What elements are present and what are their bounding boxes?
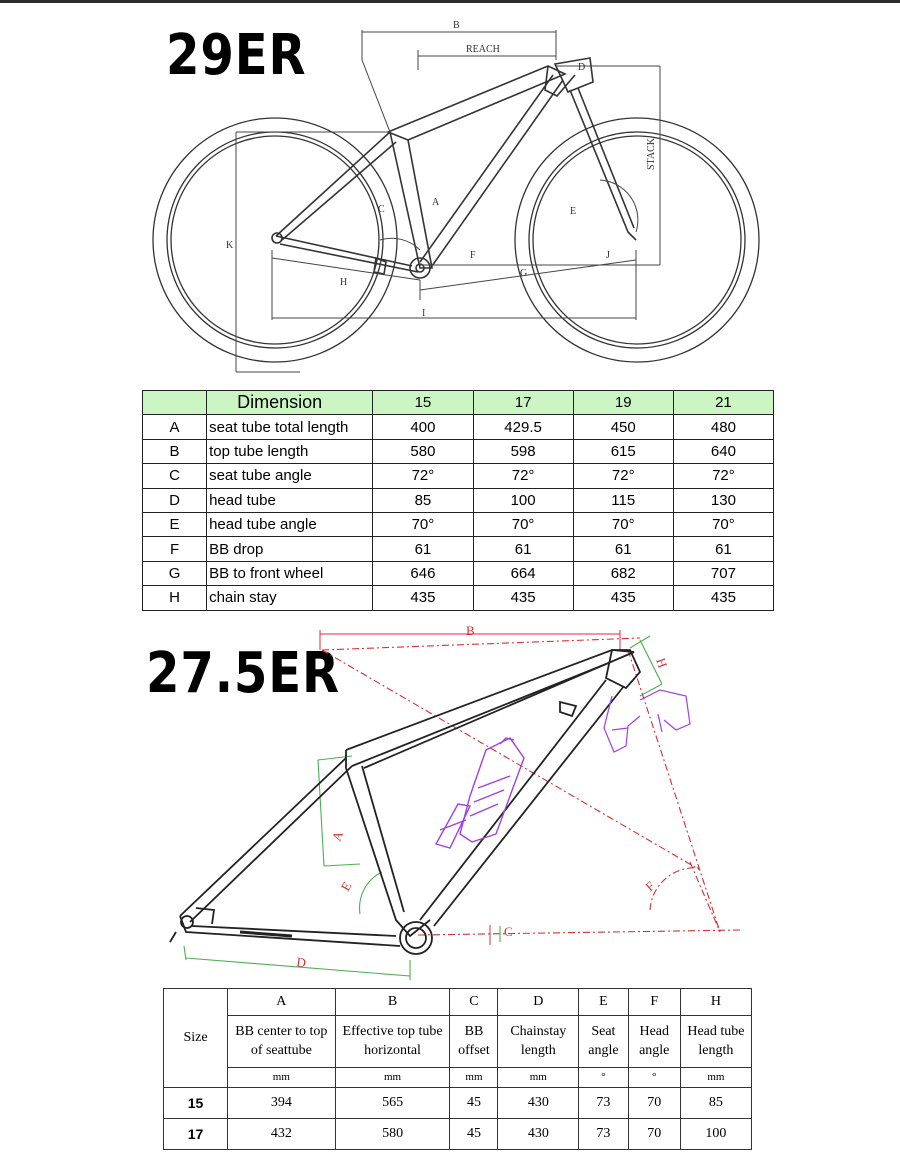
column-description: Seat angle (579, 1016, 628, 1068)
row-value: 664 (473, 561, 573, 585)
red-dimension-lines (322, 638, 740, 935)
header-size-17: 17 (473, 391, 573, 415)
row-value: 430 (498, 1119, 579, 1150)
table2-description-row (164, 1016, 752, 1068)
row-value: 100 (680, 1119, 751, 1150)
dim-label-b: B (453, 20, 460, 31)
column-letter: H (680, 989, 751, 1016)
row-value: 435 (373, 586, 473, 610)
dim2-label-d: D (295, 954, 307, 971)
table-row (143, 561, 774, 585)
table-row (164, 1119, 752, 1150)
row-value: 70 (628, 1088, 680, 1119)
header-blank (143, 391, 207, 415)
row-value: 73 (579, 1119, 628, 1150)
row-value: 432 (228, 1119, 336, 1150)
row-value: 72° (573, 464, 673, 488)
title-27-5er: 27.5ER (146, 641, 340, 706)
row-letter: A (143, 415, 207, 439)
row-value: 682 (573, 561, 673, 585)
dim-label-e: E (570, 206, 577, 217)
row-value: 565 (335, 1088, 450, 1119)
row-value: 707 (673, 561, 773, 585)
row-value: 640 (673, 439, 773, 463)
rear-wheel (153, 118, 397, 362)
table2-unit-row (164, 1068, 752, 1088)
row-value: 580 (335, 1119, 450, 1150)
fork-sketch (604, 690, 690, 752)
dim-label-f: F (470, 250, 476, 261)
column-letter: F (628, 989, 680, 1016)
column-letter: B (335, 989, 450, 1016)
table-row (143, 537, 774, 561)
column-unit: ° (628, 1068, 680, 1088)
row-value: 61 (373, 537, 473, 561)
row-value: 70° (473, 512, 573, 536)
row-value: 70° (373, 512, 473, 536)
dim-label-reach: REACH (466, 44, 500, 55)
column-unit: mm (450, 1068, 498, 1088)
table-row (143, 464, 774, 488)
column-unit: mm (498, 1068, 579, 1088)
row-value: 72° (373, 464, 473, 488)
column-unit: ° (579, 1068, 628, 1088)
column-description: Effective top tube horizontal (335, 1016, 450, 1068)
row-value: 598 (473, 439, 573, 463)
dim-label-c: C (378, 204, 385, 215)
row-value: 70° (673, 512, 773, 536)
frame-outline (272, 58, 636, 278)
row-description: head tube (207, 488, 373, 512)
title-29er: 29ER (166, 23, 307, 88)
dim2-label-a: A (328, 829, 347, 844)
column-description: Chainstay length (498, 1016, 579, 1068)
row-value: 61 (573, 537, 673, 561)
row-letter: B (143, 439, 207, 463)
row-letter: F (143, 537, 207, 561)
row-value: 61 (673, 537, 773, 561)
dim-label-i: I (422, 308, 426, 319)
row-description: seat tube angle (207, 464, 373, 488)
column-description: Head tube length (680, 1016, 751, 1068)
row-value: 100 (473, 488, 573, 512)
dim-label-j: J (606, 250, 610, 261)
row-description: top tube length (207, 439, 373, 463)
front-wheel (515, 118, 759, 362)
dim-label-a: A (432, 197, 440, 208)
row-letter: D (143, 488, 207, 512)
geometry-diagram-29er (0, 0, 900, 385)
dimension-lines (236, 30, 660, 372)
row-value: 480 (673, 415, 773, 439)
row-letter: G (143, 561, 207, 585)
table-row (164, 1088, 752, 1119)
dim-label-d: D (578, 62, 586, 73)
table2-letter-row (164, 989, 752, 1016)
row-size: 17 (164, 1119, 228, 1150)
row-value: 73 (579, 1088, 628, 1119)
dim2-label-b: B (466, 623, 475, 638)
row-value: 400 (373, 415, 473, 439)
row-value: 45 (450, 1119, 498, 1150)
header-dimension: Dimension (207, 391, 373, 415)
row-value: 85 (680, 1088, 751, 1119)
column-letter: A (228, 989, 336, 1016)
dim-label-g: G (520, 268, 528, 279)
row-description: chain stay (207, 586, 373, 610)
row-value: 72° (673, 464, 773, 488)
row-value: 61 (473, 537, 573, 561)
table-row (143, 488, 774, 512)
row-value: 580 (373, 439, 473, 463)
row-value: 435 (573, 586, 673, 610)
dim-label-stack: STACK (646, 138, 657, 170)
row-description: head tube angle (207, 512, 373, 536)
row-value: 130 (673, 488, 773, 512)
water-bottle-icon (436, 738, 524, 848)
row-value: 70 (628, 1119, 680, 1150)
row-letter: H (143, 586, 207, 610)
row-value: 72° (473, 464, 573, 488)
column-letter: E (579, 989, 628, 1016)
row-value: 435 (473, 586, 573, 610)
row-value: 615 (573, 439, 673, 463)
table2-size-header: Size (164, 989, 228, 1088)
row-value: 646 (373, 561, 473, 585)
row-value: 435 (673, 586, 773, 610)
header-size-21: 21 (673, 391, 773, 415)
table-row (143, 512, 774, 536)
dim-label-h: H (340, 277, 348, 288)
row-value: 430 (498, 1088, 579, 1119)
row-value: 394 (228, 1088, 336, 1119)
geometry-table-29er (142, 390, 774, 611)
row-value: 450 (573, 415, 673, 439)
row-value: 115 (573, 488, 673, 512)
header-size-15: 15 (373, 391, 473, 415)
row-description: BB to front wheel (207, 561, 373, 585)
column-letter: C (450, 989, 498, 1016)
row-letter: E (143, 512, 207, 536)
column-letter: D (498, 989, 579, 1016)
dim2-label-c: C (504, 924, 513, 939)
table-header-row (143, 391, 774, 415)
table-row (143, 586, 774, 610)
table-row (143, 439, 774, 463)
dim2-label-h: H (653, 655, 671, 670)
header-size-19: 19 (573, 391, 673, 415)
column-description: BB offset (450, 1016, 498, 1068)
dim2-label-e: E (337, 879, 355, 894)
row-size: 15 (164, 1088, 228, 1119)
geometry-table-27-5er (163, 988, 752, 1150)
row-description: seat tube total length (207, 415, 373, 439)
dim2-label-f: F (642, 878, 658, 895)
row-value: 85 (373, 488, 473, 512)
row-value: 70° (573, 512, 673, 536)
column-unit: mm (228, 1068, 336, 1088)
row-description: BB drop (207, 537, 373, 561)
column-description: Head angle (628, 1016, 680, 1068)
geometry-diagram-27-5er (0, 620, 900, 985)
column-unit: mm (335, 1068, 450, 1088)
row-value: 45 (450, 1088, 498, 1119)
row-value: 429.5 (473, 415, 573, 439)
dim-label-k: K (226, 240, 234, 251)
column-description: BB center to top of seattube (228, 1016, 336, 1068)
row-letter: C (143, 464, 207, 488)
column-unit: mm (680, 1068, 751, 1088)
table-row (143, 415, 774, 439)
frame-outline-27-5 (170, 650, 640, 954)
